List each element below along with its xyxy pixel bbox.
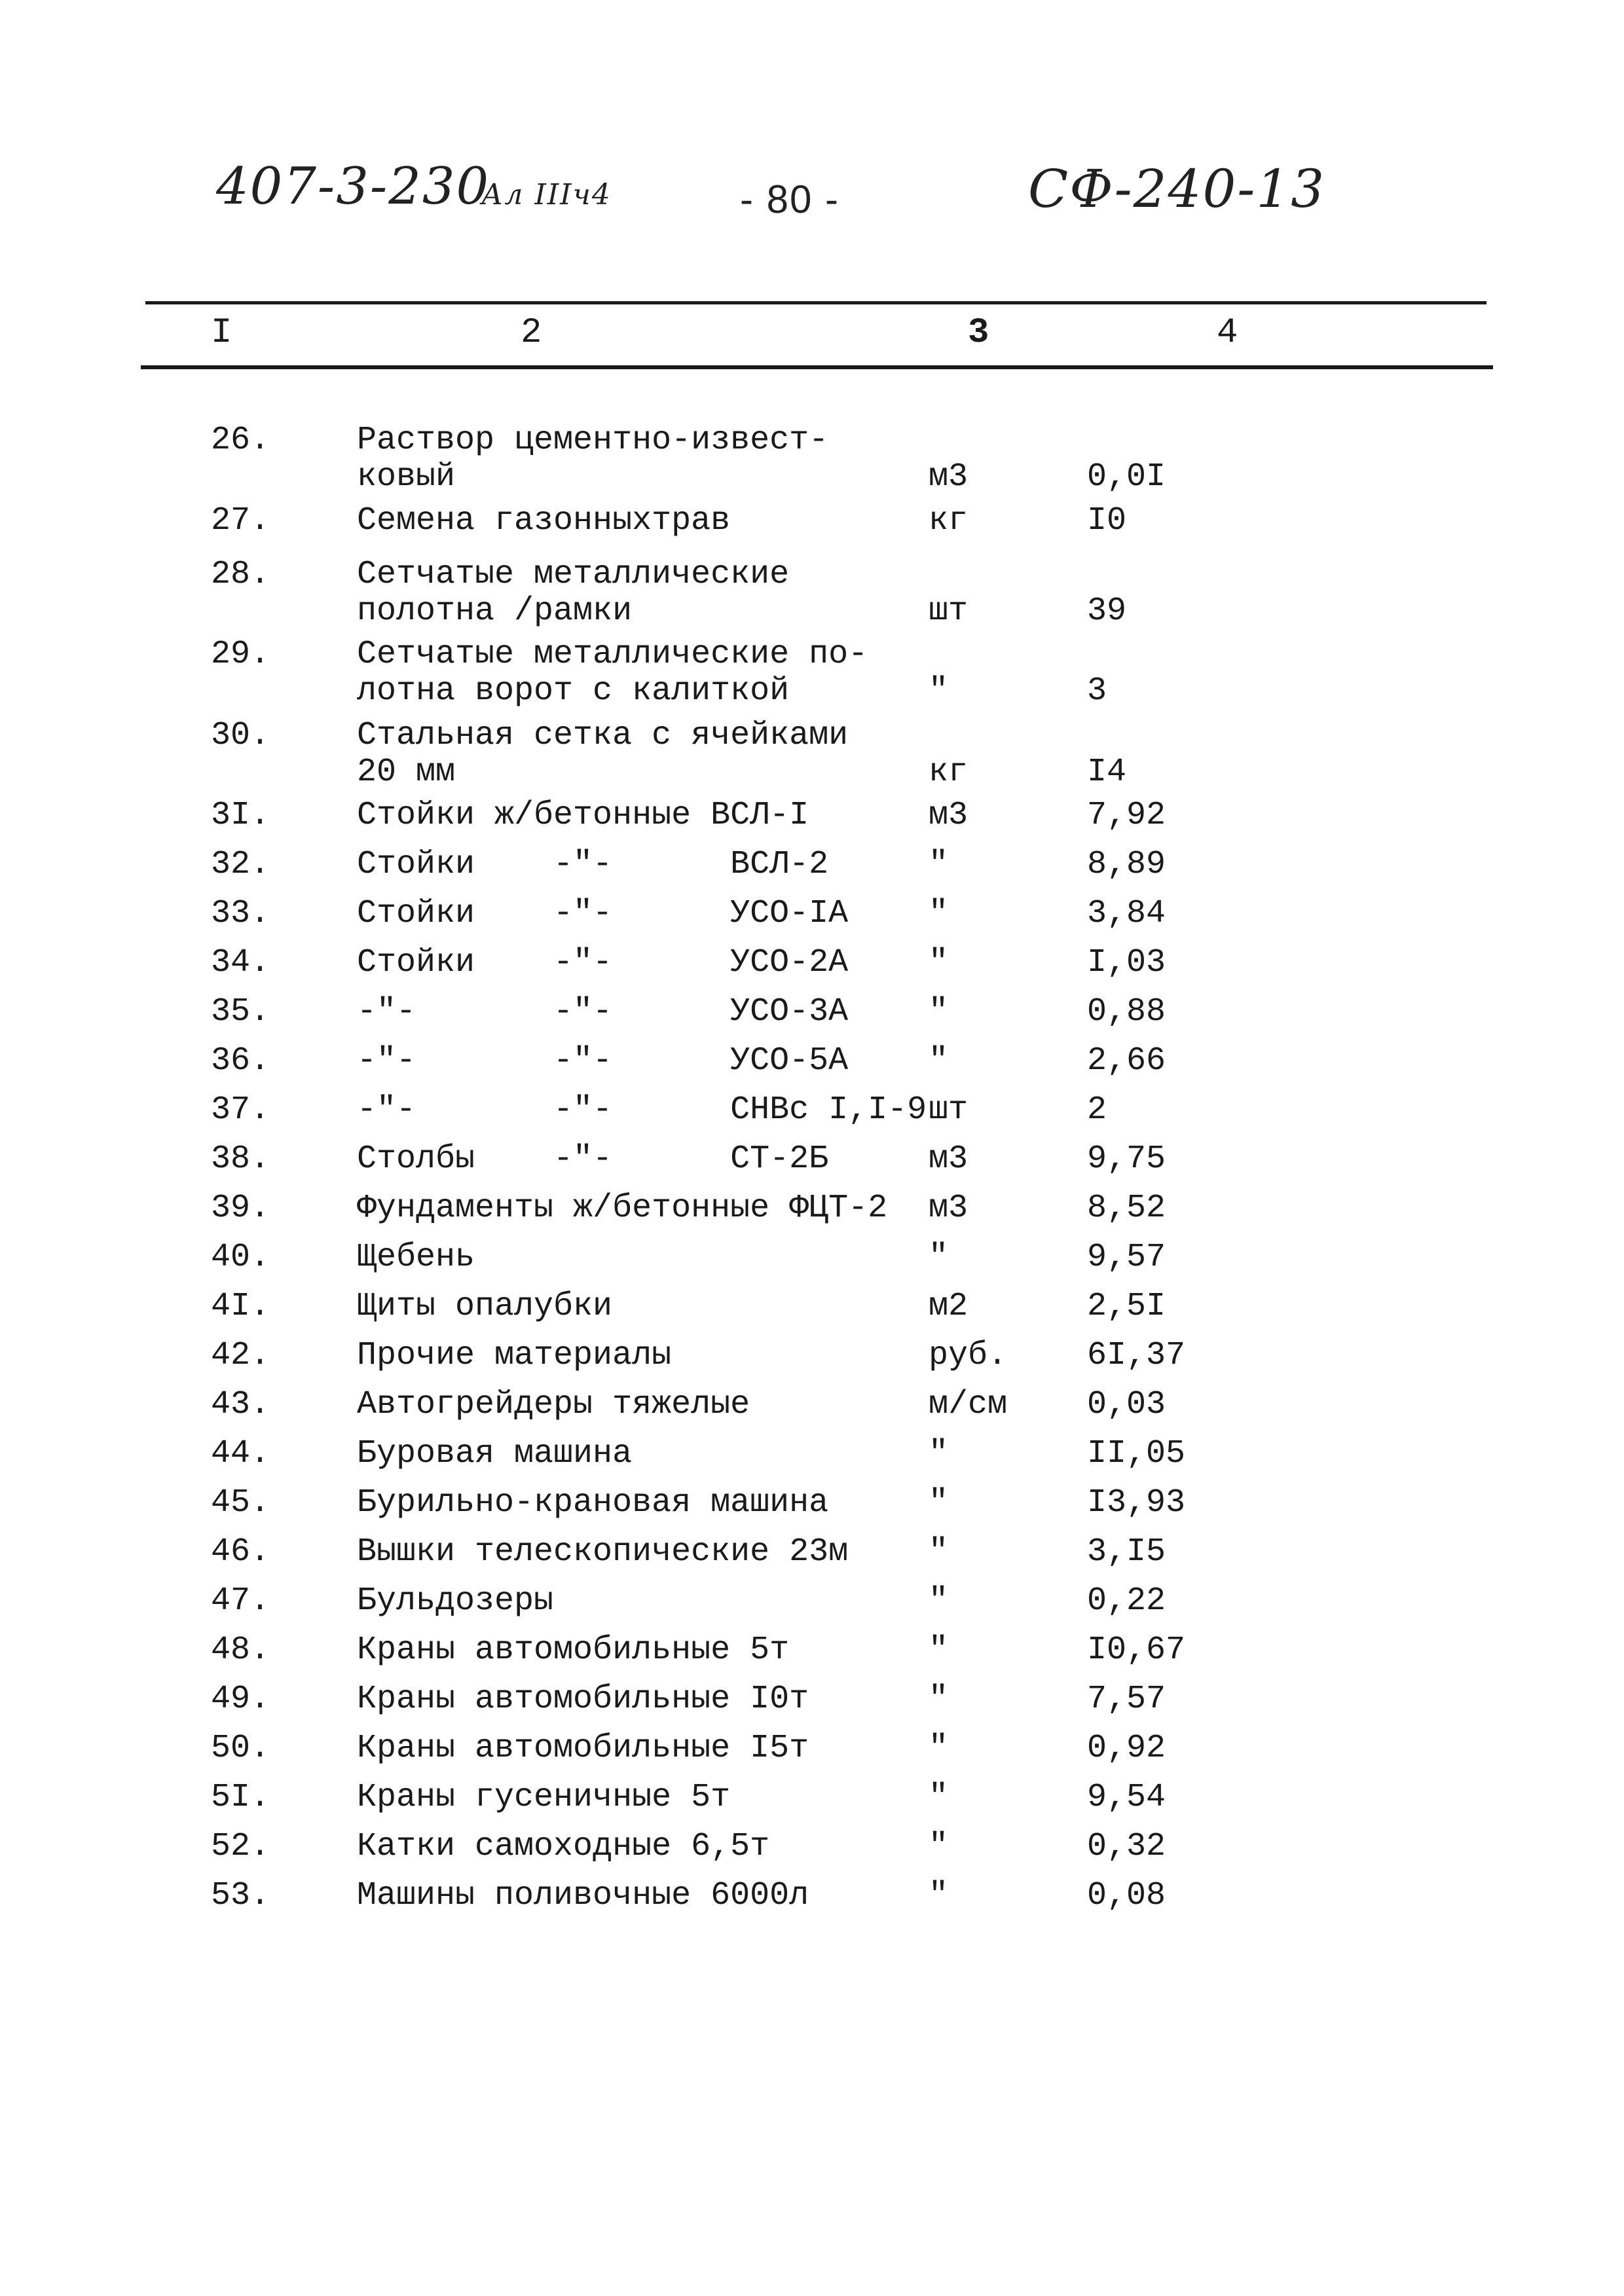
- row-number: 45.: [211, 1484, 270, 1522]
- row-number: 29.: [211, 636, 270, 673]
- item-name: Стойки -"- УСО-2А: [357, 944, 849, 981]
- item-name: Краны автомобильные 5т: [357, 1631, 790, 1669]
- quantity: 0,08: [1087, 1877, 1166, 1914]
- column-header-4: 4: [1217, 313, 1238, 353]
- unit: ": [929, 1877, 949, 1914]
- row-number: 26.: [211, 422, 270, 459]
- item-name: Буровая машина: [357, 1435, 633, 1472]
- item-name: Бульдозеры: [357, 1582, 554, 1620]
- item-name: Стойки -"- УСО-IА: [357, 895, 849, 932]
- unit: ": [929, 1435, 949, 1472]
- quantity: 3,84: [1087, 895, 1166, 932]
- quantity: 9,75: [1087, 1140, 1166, 1178]
- quantity: 3,I5: [1087, 1533, 1166, 1571]
- row-number: 49.: [211, 1681, 270, 1718]
- row-number: 35.: [211, 993, 270, 1030]
- quantity: 3: [1087, 672, 1107, 710]
- row-number: 28.: [211, 556, 270, 593]
- quantity: 9,54: [1087, 1779, 1166, 1816]
- unit: м3: [929, 458, 969, 496]
- row-number: 44.: [211, 1435, 270, 1472]
- row-number: 48.: [211, 1631, 270, 1669]
- quantity: 7,92: [1087, 797, 1166, 834]
- unit: кг: [929, 754, 969, 791]
- unit: ": [929, 846, 949, 883]
- unit: м3: [929, 797, 969, 834]
- sheet-note: Ал IIIч4: [481, 178, 612, 211]
- unit: ": [929, 1730, 949, 1767]
- row-number: 37.: [211, 1091, 270, 1129]
- item-name: Столбы -"- СТ-2Б: [357, 1140, 829, 1178]
- unit: ": [929, 1582, 949, 1620]
- item-name: Раствор цементно-извест- ковый: [357, 422, 829, 496]
- unit: ": [929, 993, 949, 1030]
- item-name: Автогрейдеры тяжелые: [357, 1386, 750, 1423]
- item-name: Вышки телескопические 23м: [357, 1533, 849, 1571]
- quantity: 2: [1087, 1091, 1107, 1129]
- unit: ": [929, 1239, 949, 1276]
- unit: ": [929, 944, 949, 981]
- column-header-2: 2: [521, 313, 542, 353]
- row-number: 27.: [211, 502, 270, 539]
- row-number: 36.: [211, 1042, 270, 1080]
- item-name: Краны автомобильные I0т: [357, 1681, 809, 1718]
- quantity: I3,93: [1087, 1484, 1186, 1522]
- quantity: 9,57: [1087, 1239, 1166, 1276]
- item-name: Машины поливочные 6000л: [357, 1877, 809, 1914]
- item-name: Стальная сетка с ячейками 20 мм: [357, 717, 849, 791]
- row-number: 53.: [211, 1877, 270, 1914]
- unit: шт: [929, 592, 969, 630]
- row-number: 3I.: [211, 797, 270, 834]
- quantity: 7,57: [1087, 1681, 1166, 1718]
- item-name: Катки самоходные 6,5т: [357, 1828, 770, 1865]
- item-name: -"- -"- УСО-5А: [357, 1042, 849, 1080]
- row-number: 5I.: [211, 1779, 270, 1816]
- item-name: Краны автомобильные I5т: [357, 1730, 809, 1767]
- row-number: 34.: [211, 944, 270, 981]
- item-name: Щиты опалубки: [357, 1288, 613, 1325]
- quantity: I4: [1087, 754, 1127, 791]
- unit: м3: [929, 1140, 969, 1178]
- quantity: 0,0I: [1087, 458, 1166, 496]
- row-number: 4I.: [211, 1288, 270, 1325]
- row-number: 39.: [211, 1190, 270, 1227]
- quantity: 8,52: [1087, 1190, 1166, 1227]
- item-name: Бурильно-крановая машина: [357, 1484, 829, 1522]
- unit: ": [929, 1631, 949, 1669]
- quantity: 0,88: [1087, 993, 1166, 1030]
- unit: м2: [929, 1288, 969, 1325]
- quantity: 0,03: [1087, 1386, 1166, 1423]
- quantity: 6I,37: [1087, 1337, 1186, 1374]
- row-number: 52.: [211, 1828, 270, 1865]
- item-name: Щебень: [357, 1239, 475, 1276]
- quantity: 39: [1087, 592, 1127, 630]
- item-name: Семена газонныхтрав: [357, 502, 731, 539]
- quantity: I0: [1087, 502, 1127, 539]
- item-name: -"- -"- УСО-3А: [357, 993, 849, 1030]
- item-name: Стойки ж/бетонные ВСЛ-I: [357, 797, 809, 834]
- unit: шт: [929, 1091, 969, 1129]
- item-name: Фундаменты ж/бетонные ФЦТ-2: [357, 1190, 888, 1227]
- item-name: Сетчатые металлические полотна /рамки: [357, 556, 790, 630]
- table-top-rule: [145, 301, 1486, 304]
- row-number: 42.: [211, 1337, 270, 1374]
- row-number: 40.: [211, 1239, 270, 1276]
- table-header-rule: [141, 365, 1493, 369]
- unit: руб.: [929, 1337, 1008, 1374]
- row-number: 38.: [211, 1140, 270, 1178]
- row-number: 43.: [211, 1386, 270, 1423]
- document-code: 407-3-230: [216, 157, 490, 216]
- unit: ": [929, 1681, 949, 1718]
- column-header-1: I: [211, 313, 232, 353]
- quantity: 8,89: [1087, 846, 1166, 883]
- row-number: 30.: [211, 717, 270, 754]
- unit: м/см: [929, 1386, 1008, 1423]
- quantity: I0,67: [1087, 1631, 1186, 1669]
- quantity: I,03: [1087, 944, 1166, 981]
- unit: ": [929, 1042, 949, 1080]
- unit: ": [929, 1779, 949, 1816]
- column-header-3: 3: [968, 313, 989, 353]
- row-number: 33.: [211, 895, 270, 932]
- quantity: 0,22: [1087, 1582, 1166, 1620]
- item-name: -"- -"- СНВс I,I-9: [357, 1091, 927, 1129]
- quantity: 2,5I: [1087, 1288, 1166, 1325]
- row-number: 50.: [211, 1730, 270, 1767]
- unit: м3: [929, 1190, 969, 1227]
- item-name: Сетчатые металлические по- лотна ворот с калиткой: [357, 636, 868, 710]
- row-number: 47.: [211, 1582, 270, 1620]
- unit: ": [929, 1484, 949, 1522]
- row-number: 46.: [211, 1533, 270, 1571]
- quantity: 0,92: [1087, 1730, 1166, 1767]
- item-name: Краны гусеничные 5т: [357, 1779, 731, 1816]
- quantity: 0,32: [1087, 1828, 1166, 1865]
- unit: ": [929, 1828, 949, 1865]
- row-number: 32.: [211, 846, 270, 883]
- quantity: 2,66: [1087, 1042, 1166, 1080]
- stamp-code: СФ-240-13: [1028, 158, 1326, 219]
- unit: ": [929, 672, 949, 710]
- quantity: II,05: [1087, 1435, 1186, 1472]
- item-name: Прочие материалы: [357, 1337, 672, 1374]
- page-number: - 80 -: [740, 177, 840, 221]
- item-name: Стойки -"- ВСЛ-2: [357, 846, 829, 883]
- unit: кг: [929, 502, 969, 539]
- unit: ": [929, 895, 949, 932]
- unit: ": [929, 1533, 949, 1571]
